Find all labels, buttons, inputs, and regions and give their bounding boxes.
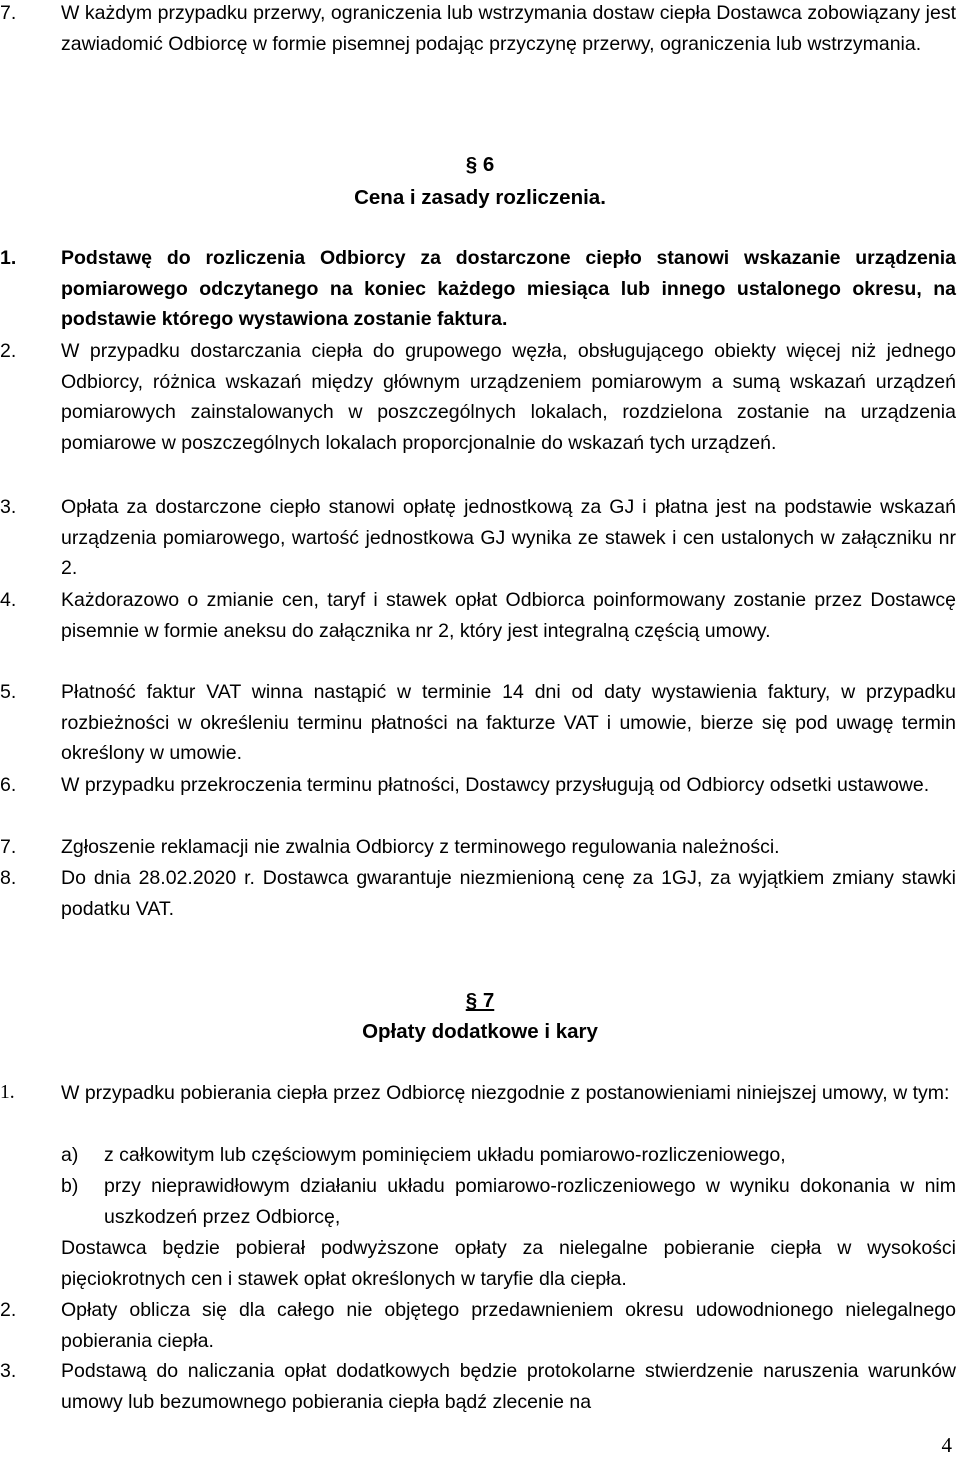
item-number: 2. <box>0 340 17 362</box>
list-item <box>0 336 956 458</box>
item-text: Opłata za dostarczone ciepło stanowi opłatę jednostkową za GJ i płatna jest na podstawie wskazań urządzenia pomiarowego, wartość jednostkowa GJ wynika ze stawek i cen ustalonych w załączniku nr 2. <box>61 496 956 580</box>
item-number: 7. <box>0 836 17 858</box>
item-text: W przypadku pobierania ciepła przez Odbiorcę niezgodnie z postanowieniami niniejszej umowy, w tym: <box>61 1082 950 1104</box>
section-title: Cena i zasady rozliczenia. <box>354 186 606 209</box>
item-text: Podstawę do rozliczenia Odbiorcy za dostarczone ciepło stanowi wskazanie urządzenia pomiarowego odczytanego na koniec każdego miesiąca lub innego ustalonego okresu, na podstawie którego wystawiona zostanie faktura. <box>61 247 956 331</box>
list-item <box>0 1356 956 1417</box>
item-text: Do dnia 28.02.2020 r. Dostawca gwarantuje niezmienioną cenę za 1GJ, za wyjątkiem zmiany stawki podatku VAT. <box>61 867 956 920</box>
item-number: 6. <box>0 774 17 796</box>
list-item <box>0 1295 956 1356</box>
paragraph: Dostawca będzie pobierał podwyższone opłaty za nielegalne pobieranie ciepła w wysokości pięciokrotnych cen i stawek opłat określonych w taryfie dla ciepła. <box>61 1237 956 1290</box>
item-text: Zgłoszenie reklamacji nie zwalnia Odbiorcy z terminowego regulowania należności. <box>61 836 780 858</box>
list-item <box>0 863 956 924</box>
item-text: Każdorazowo o zmianie cen, taryf i stawek opłat Odbiorca poinformowany zostanie przez Dostawcę pisemnie w formie aneksu do załącznika nr 2, który jest integralną częścią umowy. <box>61 589 956 642</box>
list-item <box>0 1078 956 1109</box>
item-number: 7. <box>0 2 17 24</box>
list-item <box>0 677 956 769</box>
item-number: 4. <box>0 589 17 611</box>
item-number: 1. <box>0 1082 15 1103</box>
sub-item-label: a) <box>61 1144 79 1166</box>
item-number: 3. <box>0 496 17 518</box>
list-item <box>0 585 956 646</box>
sub-list-item <box>61 1171 956 1232</box>
list-item <box>0 770 956 801</box>
item-text: W przypadku dostarczania ciepła do grupowego węzła, obsługującego obiekty więcej niż jednego Odbiorcy, różnica wskazań między głównym urządzeniem pomiarowym a sumą wskazań urządzeń pomiarowych zainstalowanych w poszczególnych lokalach, rozdzielona zostanie na urządzenia pomiarowe w poszczególnych lokalach proporcjonalnie do wskazań tych urządzeń. <box>61 340 956 454</box>
section-title: Opłaty dodatkowe i kary <box>362 1020 598 1043</box>
list-item <box>0 0 956 59</box>
item-text: W każdym przypadku przerwy, ograniczenia lub wstrzymania dostaw ciepła Dostawca zobowiązany jest zawiadomić Odbiorcę w formie pisemnej podając przyczynę przerwy, ograniczenia lub wstrzymania. <box>61 2 956 55</box>
item-text: W przypadku przekroczenia terminu płatności, Dostawcy przysługują od Odbiorcy odsetki ustawowe. <box>61 774 930 796</box>
list-item <box>0 243 956 335</box>
section-number: § 6 <box>465 153 495 176</box>
sub-item-label: b) <box>61 1175 79 1197</box>
list-item <box>0 492 956 584</box>
item-number: 2. <box>0 1299 17 1321</box>
item-number: 8. <box>0 867 17 889</box>
item-text: Podstawą do naliczania opłat dodatkowych będzie protokolarne stwierdzenie naruszenia warunków umowy lub bezumownego pobierania ciepła bądź zlecenie na <box>61 1360 956 1413</box>
sub-item-text: przy nieprawidłowym działaniu układu pomiarowo-rozliczeniowego w wyniku dokonania w nim uszkodzeń przez Odbiorcę, <box>104 1175 956 1228</box>
page-number: 4 <box>941 1433 952 1457</box>
item-number: 5. <box>0 681 17 703</box>
section-number: § 7 <box>465 989 495 1012</box>
item-number: 1. <box>0 247 17 269</box>
item-text: Płatność faktur VAT winna nastąpić w terminie 14 dni od daty wystawienia faktury, w przypadku rozbieżności w określeniu terminu płatności na fakturze VAT i umowie, bierze się pod uwagę termin określony w umowie. <box>61 681 956 765</box>
list-item <box>0 832 956 863</box>
sub-item-text: z całkowitym lub częściowym pominięciem układu pomiarowo-rozliczeniowego, <box>104 1144 786 1166</box>
item-number: 3. <box>0 1360 17 1382</box>
sub-list-item <box>61 1140 956 1171</box>
item-text: Opłaty oblicza się dla całego nie objętego przedawnieniem okresu udowodnionego nielegalnego pobierania ciepła. <box>61 1299 956 1352</box>
